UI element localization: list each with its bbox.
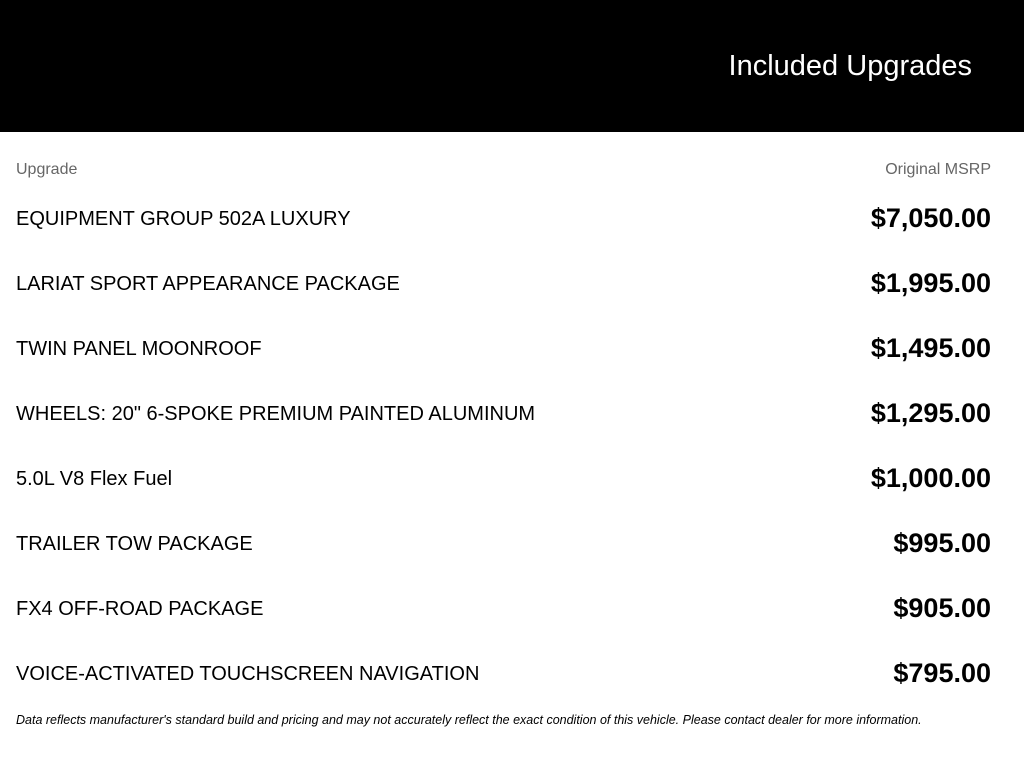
upgrade-row — [0, 315, 1024, 380]
disclaimer-text: Data reflects manufacturer's standard build and pricing and may not accurately reflect the exact condition of this vehicle. Please contact dealer for more information. — [16, 713, 922, 727]
upgrade-row — [0, 250, 1024, 315]
upgrade-row — [0, 380, 1024, 445]
upgrade-name: 5.0L V8 Flex Fuel — [16, 468, 173, 490]
upgrade-price: $905.00 — [893, 593, 991, 623]
upgrade-row — [0, 510, 1024, 575]
upgrade-name: TRAILER TOW PACKAGE — [16, 533, 253, 555]
page-title: Included Upgrades — [728, 50, 972, 82]
upgrade-row — [0, 575, 1024, 640]
upgrade-name: EQUIPMENT GROUP 502A LUXURY — [16, 208, 351, 230]
upgrade-name: VOICE-ACTIVATED TOUCHSCREEN NAVIGATION — [16, 663, 480, 685]
header-banner — [0, 0, 1024, 132]
upgrade-row — [0, 445, 1024, 510]
upgrade-price: $995.00 — [893, 528, 991, 558]
upgrade-name: TWIN PANEL MOONROOF — [16, 338, 262, 360]
upgrade-price: $7,050.00 — [870, 203, 991, 233]
upgrades-list — [0, 185, 1024, 705]
upgrade-price: $1,995.00 — [870, 268, 991, 298]
column-header-msrp: Original MSRP — [885, 161, 991, 178]
upgrade-name: FX4 OFF-ROAD PACKAGE — [16, 598, 264, 620]
upgrade-price: $1,495.00 — [870, 333, 991, 363]
column-header-upgrade: Upgrade — [16, 161, 78, 178]
upgrade-price: $1,000.00 — [870, 463, 991, 493]
upgrade-name: LARIAT SPORT APPEARANCE PACKAGE — [16, 273, 400, 295]
upgrade-name: WHEELS: 20" 6-SPOKE PREMIUM PAINTED ALUMINUM — [16, 403, 536, 425]
upgrade-row — [0, 185, 1024, 250]
upgrade-price: $1,295.00 — [870, 398, 991, 428]
upgrade-price: $795.00 — [893, 658, 991, 688]
upgrade-row — [0, 640, 1024, 705]
